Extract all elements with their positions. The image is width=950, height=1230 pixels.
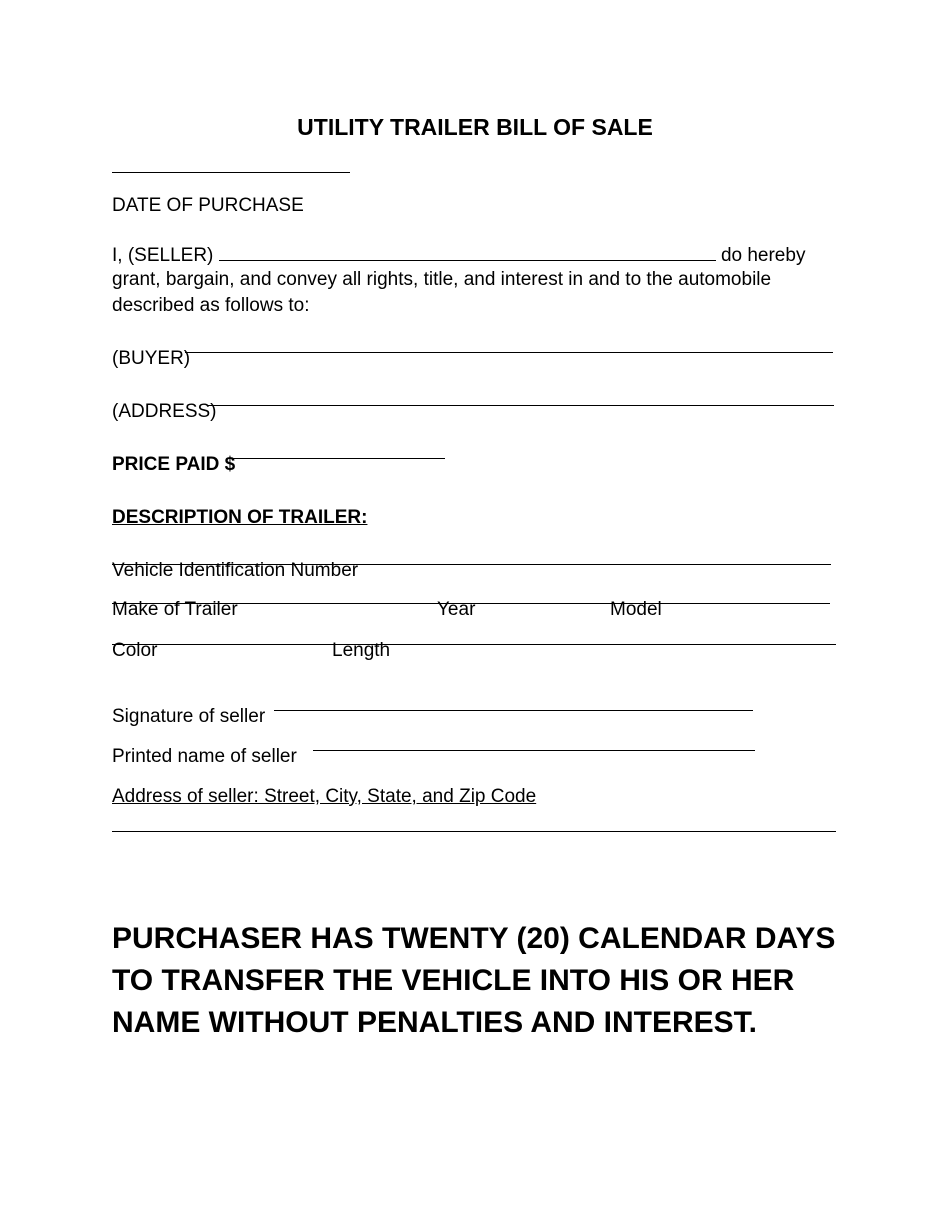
vin-line[interactable]: [112, 564, 831, 565]
buyer-label: (BUYER): [112, 348, 191, 369]
seller-prefix: I, (SELLER): [112, 245, 214, 266]
make-year-model-line[interactable]: [112, 603, 830, 604]
seller-address-line[interactable]: [112, 831, 836, 832]
seller-name-line[interactable]: [219, 242, 716, 261]
signature-label: Signature of seller: [112, 706, 266, 727]
length-label: Length: [332, 640, 391, 661]
buyer-name-line[interactable]: [185, 352, 833, 353]
form-title: UTILITY TRAILER BILL OF SALE: [297, 114, 653, 140]
seller-line-label: [112, 242, 805, 267]
grant-text-line-2: described as follows to:: [112, 295, 310, 316]
model-label: Model: [610, 599, 662, 620]
transfer-notice: PURCHASER HAS TWENTY (20) CALENDAR DAYS TO TRANSFER THE VEHICLE INTO HIS OR HER NAME WITHOUT PENALTIES AND INTEREST.: [112, 922, 836, 1039]
make-label: Make of Trailer: [112, 599, 238, 620]
signature-line[interactable]: [274, 710, 753, 711]
date-of-purchase-line[interactable]: [112, 172, 350, 173]
color-label: Color: [112, 640, 158, 661]
seller-suffix: do hereby: [720, 245, 806, 266]
seller-address-label: Address of seller: Street, City, State, and Zip Code: [112, 786, 537, 807]
date-of-purchase-label: DATE OF PURCHASE: [112, 195, 304, 216]
description-heading: DESCRIPTION OF TRAILER:: [112, 507, 368, 528]
buyer-address-line[interactable]: [208, 405, 834, 406]
vin-label: Vehicle Identification Number: [112, 560, 359, 581]
price-paid-line[interactable]: [229, 458, 445, 459]
printed-name-line[interactable]: [313, 750, 755, 751]
printed-name-label: Printed name of seller: [112, 746, 297, 767]
color-length-line[interactable]: [112, 644, 836, 645]
year-label: Year: [437, 599, 476, 620]
price-paid-label: PRICE PAID $: [112, 454, 236, 475]
grant-text-line-1: grant, bargain, and convey all rights, title, and interest in and to the automobile: [112, 269, 772, 290]
address-label: (ADDRESS): [112, 401, 217, 422]
